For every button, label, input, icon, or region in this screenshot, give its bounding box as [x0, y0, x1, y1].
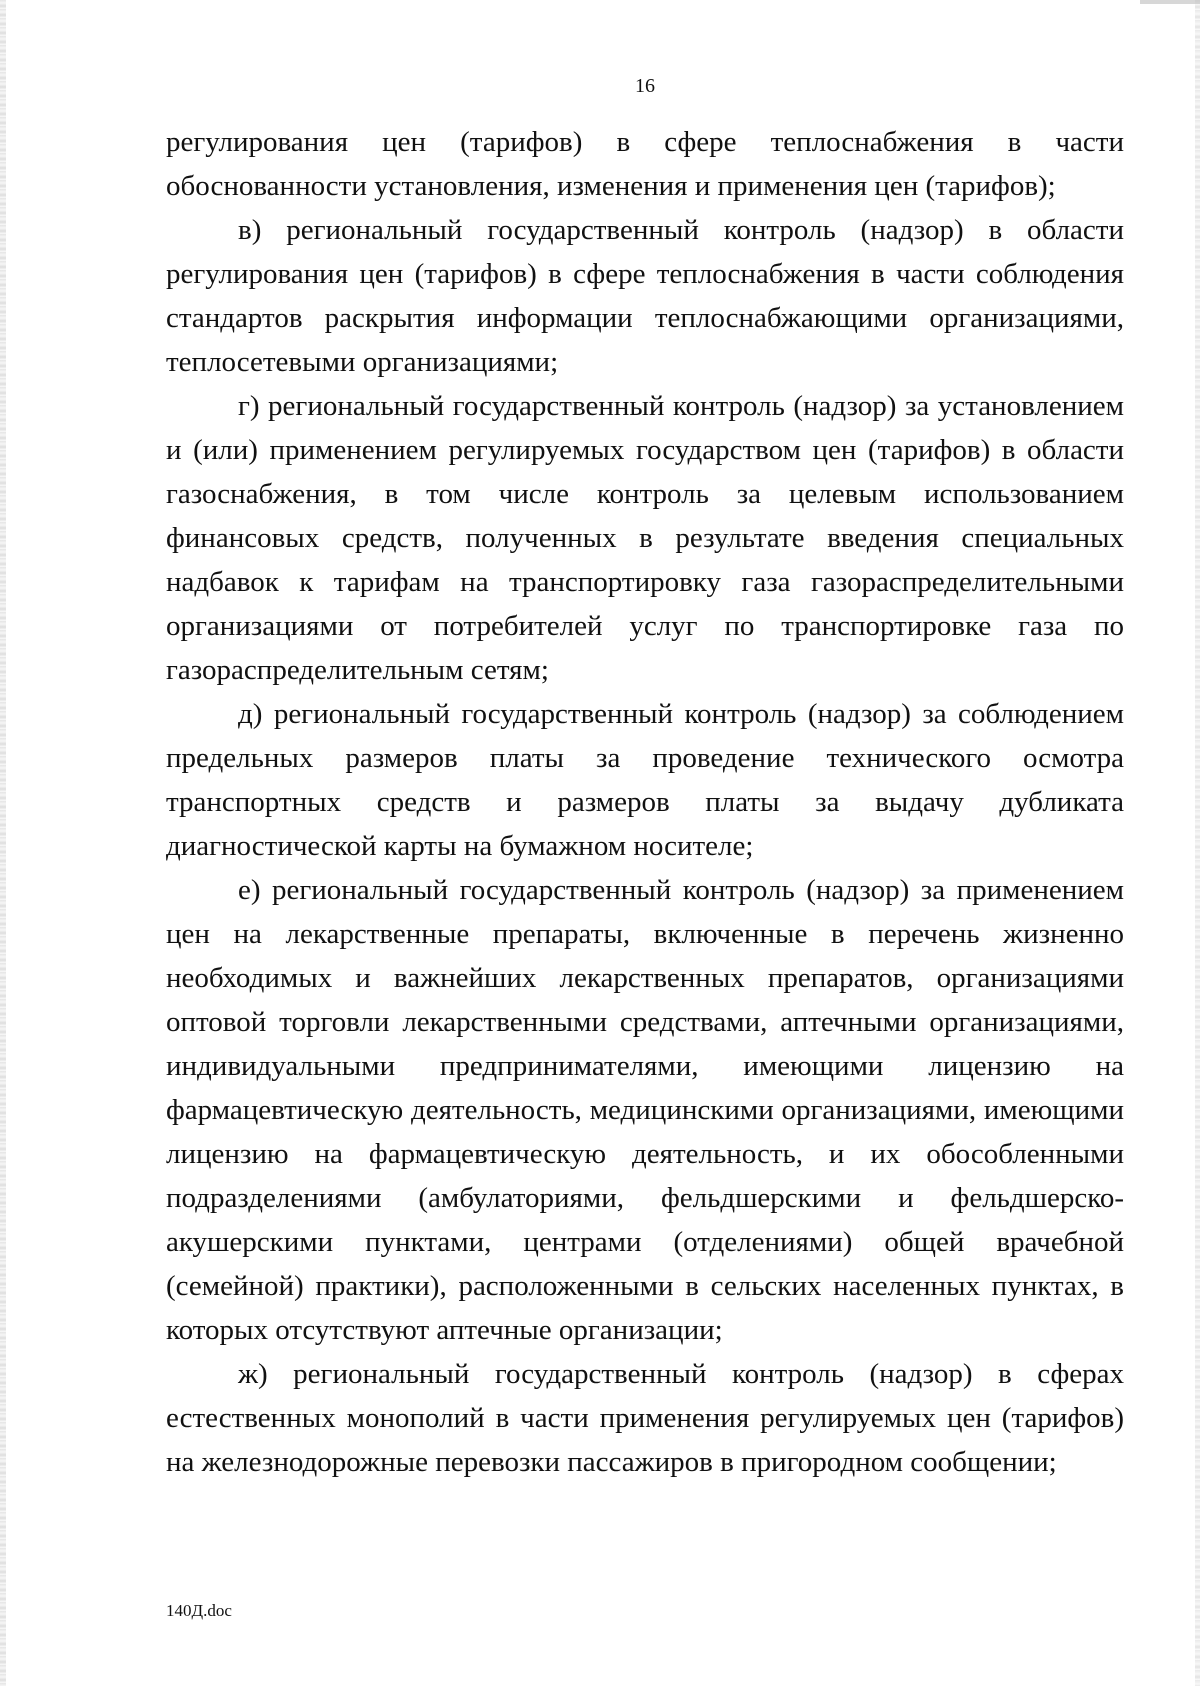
document-body	[166, 120, 1124, 1484]
scan-edge-right	[1195, 0, 1200, 1686]
paragraph-item-v: в) региональный государственный контроль (надзор) в области регулирования цен (тарифов) в сфере теплоснабжения в части соблюдения стандартов раскрытия информации теплоснабжающими организациями, теплосетевыми организациями;	[166, 214, 1124, 378]
footer-filename: 140Д.doc	[166, 1601, 232, 1620]
scan-corner-mark	[1140, 0, 1200, 4]
paragraph-item-e: е) региональный государственный контроль (надзор) за применением цен на лекарственные препараты, включенные в перечень жизненно необходимых и важнейших лекарственных препаратов, организациями оптовой торговли лекарственными средствами, аптечными организациями, индивидуальными предпринимателями, имеющими лицензию на фармацевтическую деятельность, медицинскими организациями, имеющими лицензию на фармацевтическую деятельность, и их обособленными подразделениями (амбулаториями, фельдшерскими и фельдшерско-акушерскими пунктами, центрами (отделениями) общей врачебной (семейной) практики), расположенными в сельских населенных пунктах, в которых отсутствуют аптечные организации;	[166, 874, 1124, 1346]
paragraph-item-d: д) региональный государственный контроль (надзор) за соблюдением предельных размеров платы за проведение технического осмотра транспортных средств и размеров платы за выдачу дубликата диагностической карты на бумажном носителе;	[166, 698, 1124, 862]
page-number: 16	[635, 75, 655, 97]
scan-edge-left	[0, 0, 6, 1686]
paragraph-item-g: г) региональный государственный контроль (надзор) за установлением и (или) применением регулируемых государством цен (тарифов) в области газоснабжения, в том числе контроль за целевым использованием финансовых средств, полученных в результате введения специальных надбавок к тарифам на транспортировку газа газораспределительными организациями от потребителей услуг по транспортировке газа по газораспределительным сетям;	[166, 390, 1124, 686]
paragraph-item-zh: ж) региональный государственный контроль (надзор) в сферах естественных монополий в части применения регулируемых цен (тарифов) на железнодорожные перевозки пассажиров в пригородном сообщении;	[166, 1358, 1124, 1478]
paragraph-continuation: регулирования цен (тарифов) в сфере теплоснабжения в части обоснованности установления, изменения и применения цен (тарифов);	[166, 126, 1124, 202]
